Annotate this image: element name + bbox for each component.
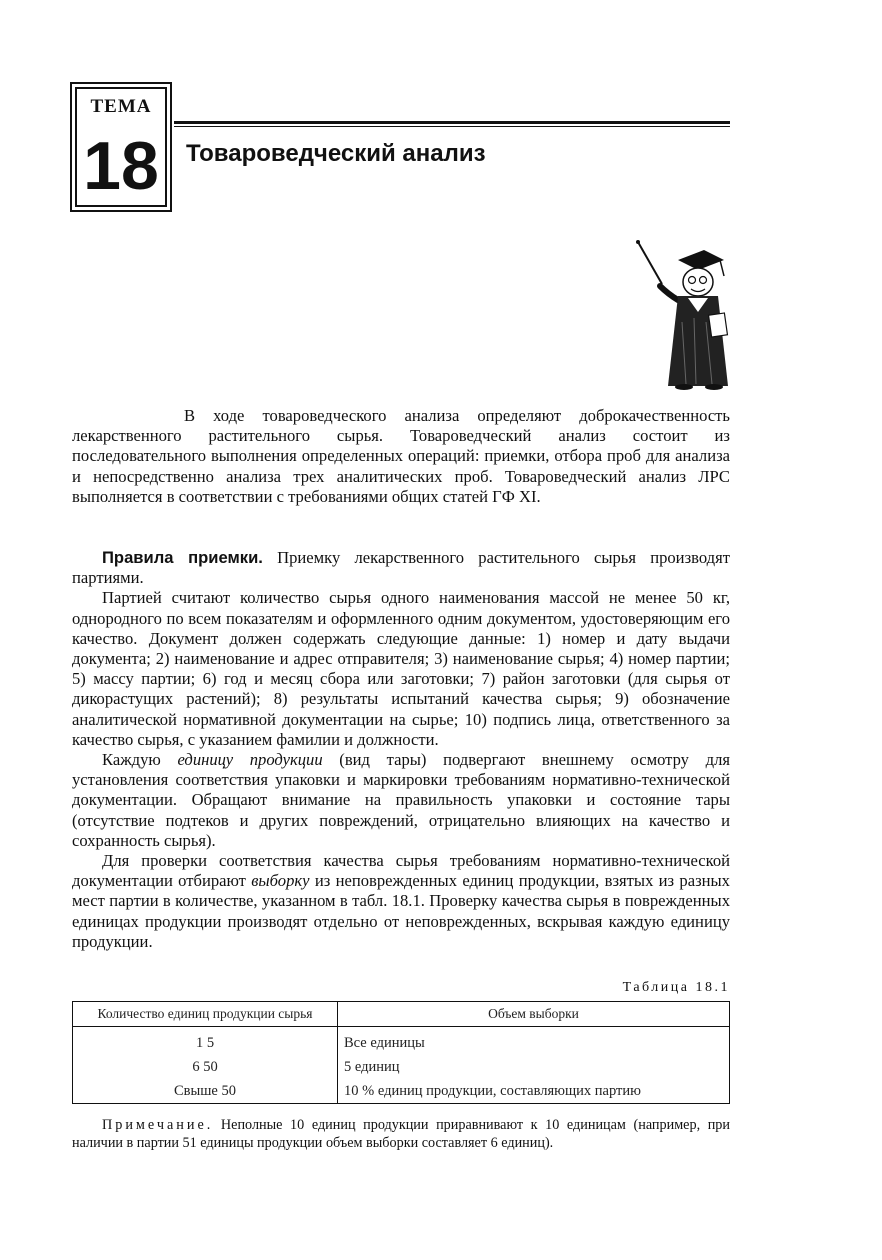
acceptance-rules-section — [72, 548, 730, 952]
chapter-title: Товароведческий анализ — [186, 140, 486, 167]
table-cell-sample: 10 % единиц продукции, составляющих партию — [338, 1079, 730, 1104]
paragraph-sample-text-a: Для проверки соответствия качества сырья требованиям нормативно-технической документации отбирают — [72, 851, 730, 891]
topic-label: ТЕМА — [90, 96, 152, 117]
table-cell-units: 1 5 — [73, 1027, 338, 1056]
paragraph-unit-text-b: (вид тары) подвергают внешнему осмотру для установления соответствия упаковки и маркировки требованиям нормативно-технической документации. Обращают внимание на правильность упаковки и состояние тары (отсутствие подтеков и других повреждений, отрицательно влияющих на качество и сохранность сырья). — [72, 750, 730, 850]
title-rule — [174, 121, 730, 124]
topic-number: 18 — [83, 128, 159, 204]
section-heading: Правила приемки. — [102, 548, 263, 567]
table-caption: Таблица 18.1 — [622, 980, 730, 995]
intro-paragraph — [72, 406, 730, 507]
term-unit: единицу продукции — [177, 750, 323, 770]
table-header-units: Количество единиц продукции сырья — [73, 1002, 338, 1027]
intro-text: В ходе товароведческого анализа определяют доброкачественность лекарственного растительного сырья. Товароведческий анализ состоит из последовательного выполнения определенных операций: приемки, отбора проб для анализа и непосредственно анализа трех аналитических проб. Товароведческий анализ ЛРС выполняется в соответствии с требованиями общих статей ГФ XI. — [72, 406, 730, 506]
paragraph-sample — [72, 851, 730, 952]
note-label: Примечание. — [102, 1117, 214, 1133]
note-text: Неполные 10 единиц продукции приравнивают к 10 единицам (например, при наличии в партии 51 единицы продукции объем выборки составляет 6 единиц). — [72, 1117, 730, 1151]
table-cell-sample: Все единицы — [338, 1027, 730, 1056]
paragraph-batch: Партией считают количество сырья одного наименования массой не менее 50 кг, однородного по всем показателям и оформленного одним документом, удостоверяющим его качество. Документ должен содержать следующие данные: 1) номер и дату выдачи документа; 2) наименование и адрес отправителя; 3) наименование сырья; 4) номер партии; 5) массу партии; 6) год и месяц сбора или заготовки; 7) район заготовки (для сырья от дикорастущих растений); 8) результаты испытаний качества сырья; 9) обозначение аналитической нормативной документации на сырье; 10) подпись лица, ответственного за качество сырья, с указанием фамилии и должности. — [72, 588, 730, 749]
professor-illustration — [632, 238, 738, 390]
table-note — [72, 1116, 730, 1152]
topic-badge — [70, 82, 172, 212]
table-row — [73, 1027, 730, 1056]
term-sample: выборку — [251, 871, 310, 891]
table-cell-units: Свыше 50 — [73, 1079, 338, 1104]
table-header-sample: Объем выборки — [338, 1002, 730, 1027]
paragraph-unit — [72, 750, 730, 851]
table-cell-sample: 5 единиц — [338, 1055, 730, 1079]
title-rule-thin — [174, 126, 730, 127]
section-lead: Приемку лекарственного растительного сырья производят партиями. — [72, 548, 730, 588]
paragraph-unit-text-a: Каждую — [102, 750, 178, 770]
table-header-row — [73, 1002, 730, 1027]
sample-size-table — [72, 1001, 730, 1104]
table-row — [73, 1055, 730, 1079]
section-lead-paragraph — [72, 548, 730, 588]
paragraph-sample-text-b: из неповрежденных единиц продукции, взятых из разных мест партии в количестве, указанном в табл. 18.1. Проверку качества сырья в поврежденных единицах продукции производят отдельно от неповрежденных, вскрывая каждую единицу продукции. — [72, 871, 730, 951]
table-cell-units: 6 50 — [73, 1055, 338, 1079]
table-row — [73, 1079, 730, 1104]
